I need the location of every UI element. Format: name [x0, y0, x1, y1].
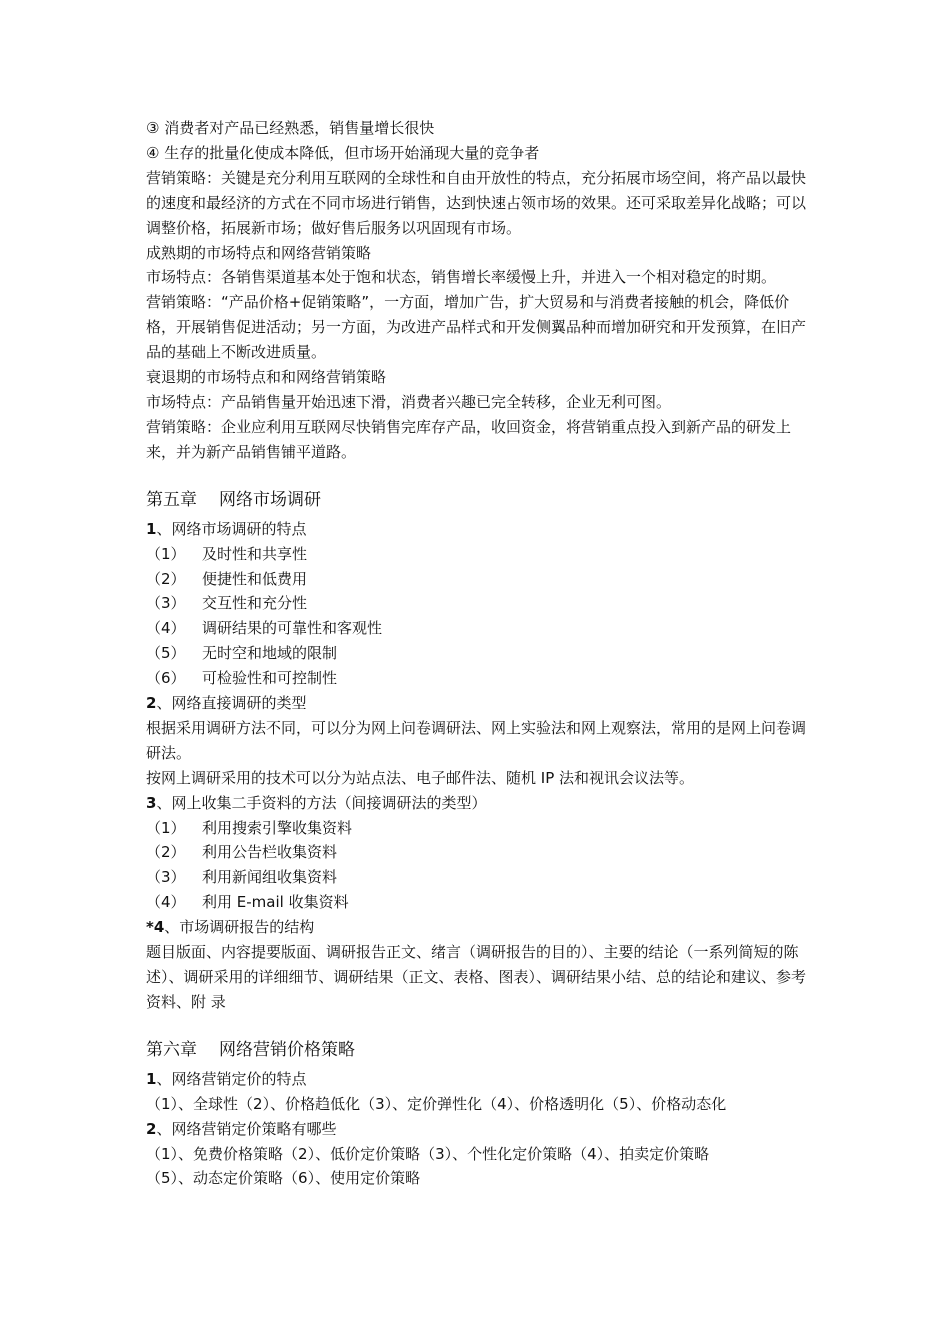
chapter-6-number: 第六章 — [146, 1039, 197, 1060]
document-body — [146, 116, 808, 1191]
section-title: 、网络营销定价的特点 — [156, 1069, 307, 1088]
growth-feature-3: ③ 消费者对产品已经熟悉，销售量增长很快 — [146, 119, 435, 137]
section-number: 1 — [146, 1069, 157, 1088]
ch5-section-4-heading — [146, 915, 808, 940]
ch6-s2-paragraph-1: （1）、免费价格策略（2）、低价定价策略（3）、个性化定价策略（4）、拍卖定价策略 — [146, 1144, 710, 1163]
section-title: 、网络营销定价策略有哪些 — [156, 1119, 337, 1138]
list-item-number: （3） — [146, 868, 186, 887]
ch6-s1-paragraph: （1）、全球性（2）、价格趋低化（3）、定价弹性化（4）、价格透明化（5）、价格动态化 — [146, 1094, 727, 1113]
section-number: 2 — [146, 694, 157, 713]
decline-strategy-paragraph: 营销策略：企业应利用互联网尽快销售完库存产品，收回资金，将营销重点投入到新产品的研发上来，并为新产品销售铺平道路。 — [146, 417, 792, 461]
ch6-section-1-heading — [146, 1067, 808, 1092]
mature-heading: 成熟期的市场特点和网络营销策略 — [146, 243, 372, 262]
list-item-number: （6） — [146, 669, 186, 688]
list-item-text: 利用搜索引擎收集资料 — [202, 818, 353, 837]
list-item-number: （1） — [146, 544, 186, 563]
chapter-5-title: 网络市场调研 — [219, 489, 321, 510]
ch5-section-2-heading — [146, 691, 808, 716]
list-item-number: （2） — [146, 843, 186, 862]
ch6-section-2-heading — [146, 1117, 808, 1142]
list-item-text: 利用 E-mail 收集资料 — [202, 893, 349, 912]
list-item — [146, 591, 808, 616]
ch5-s3-list — [146, 816, 808, 916]
section-number: *4 — [146, 918, 165, 937]
ch5-s4-paragraph: 题目版面、内容提要版面、调研报告正文、绪言（调研报告的目的）、主要的结论（一系列简短的陈述）、调研采用的详细细节、调研结果（正文、表格、图表）、调研结果小结、总的结论和建议、参考资料、附 录 — [146, 943, 807, 1011]
mature-strategy-paragraph: 营销策略：“产品价格+促销策略”，一方面，增加广告，扩大贸易和与消费者接触的机会，降低价格，开展销售促进活动；另一方面，为改进产品样式和开发侧翼品种而增加研究和开发预算，在旧产品的基础上不断改进质量。 — [146, 293, 807, 362]
chapter-5-heading — [146, 487, 808, 513]
list-item — [146, 616, 808, 641]
section-number: 2 — [146, 1119, 157, 1138]
list-item — [146, 666, 808, 691]
ch5-section-1-heading — [146, 517, 808, 542]
section-title: 、网络市场调研的特点 — [156, 519, 307, 538]
ch5-section-3-heading — [146, 791, 808, 816]
list-item — [146, 840, 808, 865]
list-item-number: （2） — [146, 569, 186, 588]
list-item — [146, 865, 808, 890]
ch6-s2-paragraph-2: （5）、动态定价策略（6）、使用定价策略 — [146, 1169, 421, 1188]
chapter-6-title: 网络营销价格策略 — [219, 1039, 355, 1060]
growth-strategy-paragraph: 营销策略：关键是充分利用互联网的全球性和自由开放性的特点，充分拓展市场空间，将产品以最快的速度和最经济的方式在不同市场进行销售，达到快速占领市场的效果。还可采取差异化战略；可以调整价格，拓展新市场；做好售后服务以巩固现有市场。 — [146, 168, 807, 237]
list-item-text: 利用新闻组收集资料 — [202, 868, 338, 887]
section-title: 、网上收集二手资料的方法（间接调研法的类型） — [156, 793, 487, 812]
list-item — [146, 542, 808, 567]
list-item-text: 便捷性和低费用 — [202, 569, 308, 588]
chapter-5-number: 第五章 — [146, 489, 197, 510]
list-item-text: 利用公告栏收集资料 — [202, 843, 338, 862]
list-item-number: （3） — [146, 594, 186, 613]
list-item — [146, 641, 808, 666]
mature-market-paragraph: 市场特点：各销售渠道基本处于饱和状态，销售增长率缓慢上升，并进入一个相对稳定的时期。 — [146, 268, 777, 287]
list-item-text: 及时性和共享性 — [202, 544, 308, 563]
decline-market-paragraph: 市场特点：产品销售量开始迅速下滑，消费者兴趣已完全转移，企业无利可图。 — [146, 392, 672, 411]
section-number: 1 — [146, 519, 157, 538]
decline-heading: 衰退期的市场特点和和网络营销策略 — [146, 368, 387, 387]
list-item-number: （1） — [146, 818, 186, 837]
list-item — [146, 816, 808, 841]
list-item-text: 可检验性和可控制性 — [202, 669, 338, 688]
section-title: 、市场调研报告的结构 — [164, 918, 315, 937]
list-item — [146, 890, 808, 915]
ch5-s1-list — [146, 542, 808, 691]
list-item-number: （4） — [146, 893, 186, 912]
ch5-s2-paragraph-1: 根据采用调研方法不同，可以分为网上问卷调研法、网上实验法和网上观察法，常用的是网上问卷调研法。 — [146, 718, 807, 762]
chapter-6-heading — [146, 1037, 808, 1063]
ch5-s2-paragraph-2: 按网上调研采用的技术可以分为站点法、电子邮件法、随机 IP 法和视讯会议法等。 — [146, 768, 695, 787]
section-title: 、网络直接调研的类型 — [156, 694, 307, 713]
list-item-text: 调研结果的可靠性和客观性 — [202, 619, 383, 638]
growth-feature-4: ④ 生存的批量化使成本降低，但市场开始涌现大量的竞争者 — [146, 143, 540, 162]
list-item-text: 交互性和充分性 — [202, 594, 308, 613]
section-number: 3 — [146, 793, 157, 812]
list-item-text: 无时空和地域的限制 — [202, 644, 338, 663]
list-item-number: （4） — [146, 619, 186, 638]
list-item-number: （5） — [146, 644, 186, 663]
list-item — [146, 567, 808, 592]
